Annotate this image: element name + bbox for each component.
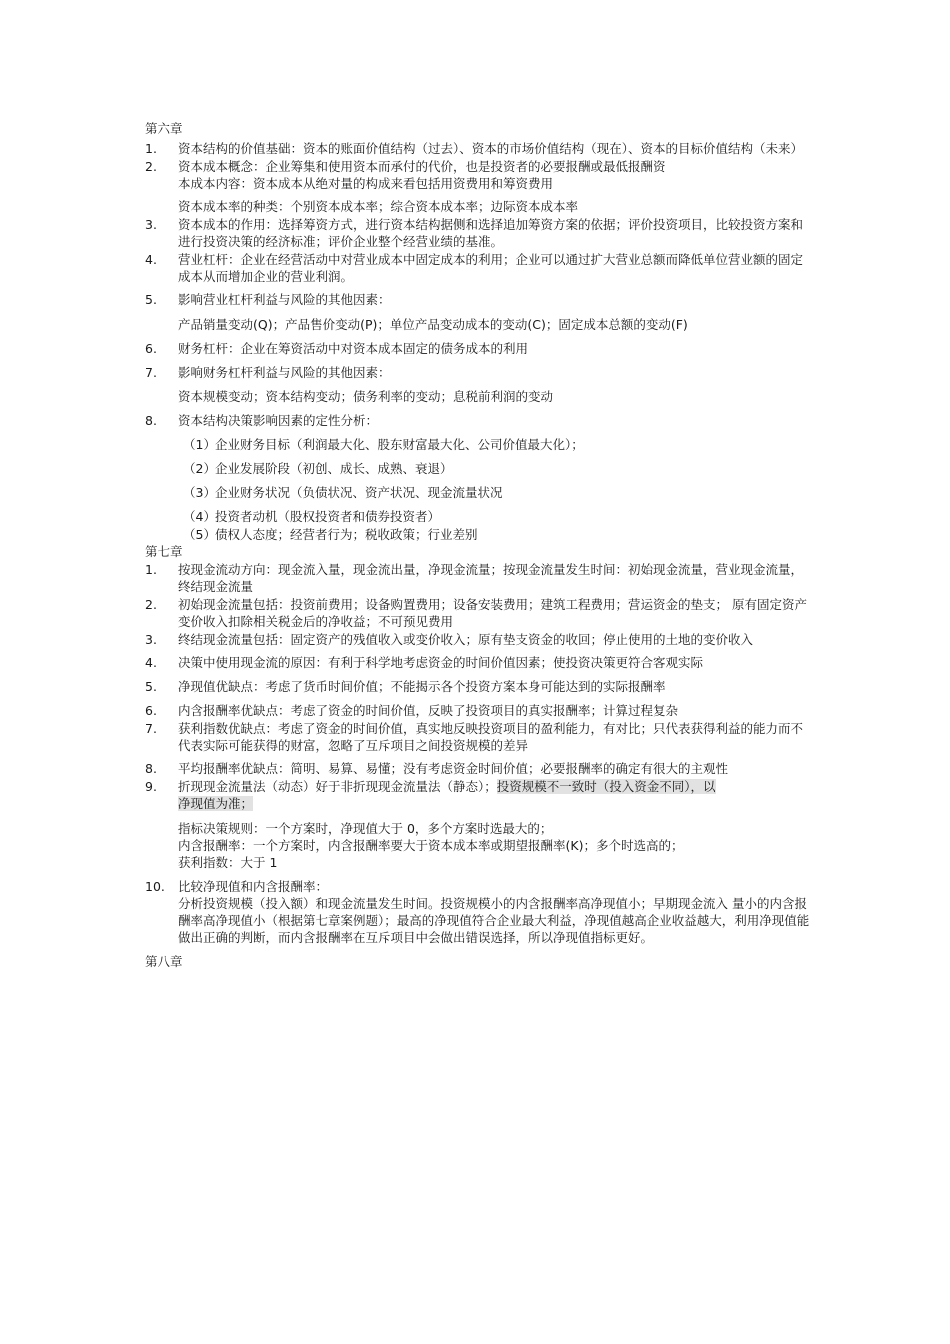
c7-item-8 <box>145 760 810 777</box>
item-number: 4. <box>145 252 157 267</box>
item-text: 影响财务杠杆利益与风险的其他因素： <box>178 365 391 380</box>
chapter-8-heading: 第八章 <box>145 954 183 969</box>
sub-number: （1） <box>183 437 216 452</box>
sub-text: 企业发展阶段（初创、成长、成熟、衰退） <box>215 461 453 476</box>
c7-item-7 <box>145 720 810 754</box>
item-number: 7. <box>145 365 157 380</box>
highlighted-text: 投资规模不一致时（投入资金不同），以 <box>496 779 716 794</box>
c6-sub-4 <box>145 508 810 525</box>
c7-item-3 <box>145 631 810 648</box>
item-number: 6. <box>145 703 157 718</box>
c6-item-7-factors: 资本规模变动；资本结构变动；债务利率的变动；息税前利润的变动 <box>178 389 554 404</box>
item-text: 内含报酬率优缺点：考虑了资金的时间价值，反映了投资项目的真实报酬率；计算过程复杂 <box>178 703 679 718</box>
item-text: 按现金流动方向：现金流入量，现金流出量，净现金流量；按现金流量发生时间：初始现金流量，营业现金流量，终结现金流量 <box>178 562 804 594</box>
c6-item-4 <box>145 251 810 285</box>
c6-item-5 <box>145 291 810 308</box>
sub-number: （3） <box>183 485 216 500</box>
c6-item-5-factors: 产品销量变动(Q)；产品售价变动(P)；单位产品变动成本的变动(C)；固定成本总额的变动(F) <box>178 317 688 332</box>
c6-item-8 <box>145 412 810 429</box>
item-text: 资本成本概念：企业筹集和使用资本而承付的代价，也是投资者的必要报酬或最低报酬资 <box>178 159 666 174</box>
c7-item-5 <box>145 678 810 695</box>
c7-item-6 <box>145 702 810 719</box>
item-text: 净现值优缺点：考虑了货币时间价值；不能揭示各个投资方案本身可能达到的实际报酬率 <box>178 679 666 694</box>
item-text: 获利指数优缺点：考虑了资金的时间价值，真实地反映投资项目的盈利能力，有对比；只代表获得利益的能力而不代表实际可能获得的财富，忽略了互斥项目之间投资规模的差异 <box>178 721 804 753</box>
item-number: 5. <box>145 679 157 694</box>
item-text: 比较净现值和内含报酬率： <box>178 879 329 894</box>
item-text-part: 折现现金流量法（动态）好于非折现现金流量法（静态）； <box>178 779 497 794</box>
c7-item-4 <box>145 654 810 671</box>
item-number: 1. <box>145 562 157 577</box>
sub-text: 债权人态度；经营者行为；税收政策；行业差别 <box>215 527 478 542</box>
item-text: 决策中使用现金流的原因：有利于科学地考虑资金的时间价值因素；使投资决策更符合客观实际 <box>178 655 704 670</box>
c6-sub-3 <box>145 484 810 501</box>
item-text: 平均报酬率优缺点：简明、易算、易懂；没有考虑资金时间价值；必要报酬率的确定有很大的主观性 <box>178 761 729 776</box>
c6-item-2-content: 本成本内容：资本成本从绝对量的构成来看包括用资费用和筹资费用 <box>178 176 554 191</box>
c7-item-1 <box>145 561 810 595</box>
c7-item-9-irr: 内含报酬率：一个方案时，内含报酬率要大于资本成本率或期望报酬率(K)；多个时选高的； <box>178 838 684 853</box>
item-text: 影响营业杠杆利益与风险的其他因素： <box>178 292 391 307</box>
item-text: 资本结构的价值基础：资本的账面价值结构（过去）、资本的市场价值结构（现在）、资本的目标价值结构（未来） <box>178 141 804 156</box>
c7-item-9-pi: 获利指数：大于 1 <box>178 855 278 870</box>
item-number: 10. <box>145 879 165 894</box>
sub-number: （4） <box>183 509 216 524</box>
item-text: 营业杠杆：企业在经营活动中对营业成本中固定成本的利用；企业可以通过扩大营业总额而降低单位营业额的固定成本从而增加企业的营业利润。 <box>178 252 804 284</box>
item-number: 2. <box>145 159 157 174</box>
chapter-7-heading: 第七章 <box>145 544 183 559</box>
sub-number: （2） <box>183 461 216 476</box>
sub-text: 企业财务状况（负债状况、资产状况、现金流量状况 <box>215 485 503 500</box>
c6-item-1 <box>145 140 810 157</box>
c7-item-9-rule: 指标决策规则：一个方案时，净现值大于 0，多个方案时选最大的； <box>178 821 553 836</box>
c7-item-10 <box>145 878 810 895</box>
c7-item-2 <box>145 596 810 630</box>
c6-item-2 <box>145 158 810 175</box>
item-text: 资本成本的作用：选择筹资方式，进行资本结构据侧和选择追加筹资方案的依据；评价投资项目，比较投资方案和进行投资决策的经济标准；评价企业整个经营业绩的基准。 <box>178 217 804 249</box>
item-number: 1. <box>145 141 157 156</box>
c6-item-6 <box>145 340 810 357</box>
item-number: 8. <box>145 761 157 776</box>
item-number: 6. <box>145 341 157 356</box>
c6-item-7 <box>145 364 810 381</box>
c7-item-9 <box>145 778 810 812</box>
sub-text: 投资者动机（股权投资者和债券投资者） <box>215 509 441 524</box>
item-number: 3. <box>145 217 157 232</box>
item-number: 5. <box>145 292 157 307</box>
sub-number: （5） <box>183 527 216 542</box>
item-number: 3. <box>145 632 157 647</box>
highlighted-text: 净现值为准； <box>178 796 254 811</box>
sub-text: 企业财务目标（利润最大化、股东财富最大化、公司价值最大化）； <box>215 437 584 452</box>
item-number: 4. <box>145 655 157 670</box>
chapter-6-heading: 第六章 <box>145 121 183 136</box>
c6-sub-5 <box>145 526 810 543</box>
item-number: 9. <box>145 779 157 794</box>
c6-sub-2 <box>145 460 810 477</box>
item-number: 7. <box>145 721 157 736</box>
item-text: 终结现金流量包括：固定资产的残值收入或变价收入；原有垫支资金的收回；停止使用的土地的变价收入 <box>178 632 754 647</box>
item-text: 财务杠杆：企业在筹资活动中对资本成本固定的债务成本的利用 <box>178 341 529 356</box>
c6-item-3 <box>145 216 810 250</box>
item-number: 8. <box>145 413 157 428</box>
item-text: 初始现金流量包括：投资前费用；设备购置费用；设备安装费用；建筑工程费用；营运资金的垫支； 原有固定资产变价收入扣除相关税金后的净收益；不可预见费用 <box>178 597 807 629</box>
document-page <box>145 120 810 970</box>
item-text: 资本结构决策影响因素的定性分析： <box>178 413 379 428</box>
c6-item-2-types: 资本成本率的种类：个别资本成本率；综合资本成本率；边际资本成本率 <box>178 199 579 214</box>
item-text <box>178 778 810 812</box>
item-number: 2. <box>145 597 157 612</box>
c6-sub-1 <box>145 436 810 453</box>
c7-item-10-analysis: 分析投资规模（投入额）和现金流量发生时间。投资规模小的内含报酬率高净现值小；早期现金流入 量小的内含报酬率高净现值小（根据第七章案例题）；最高的净现值符合企业最大利益，净现值越高企业收益越大，利用净现值能做出正确的判断，而内含报酬率在互斥项目中会做出错误选择，所以净现值指标更好。 <box>178 896 810 945</box>
